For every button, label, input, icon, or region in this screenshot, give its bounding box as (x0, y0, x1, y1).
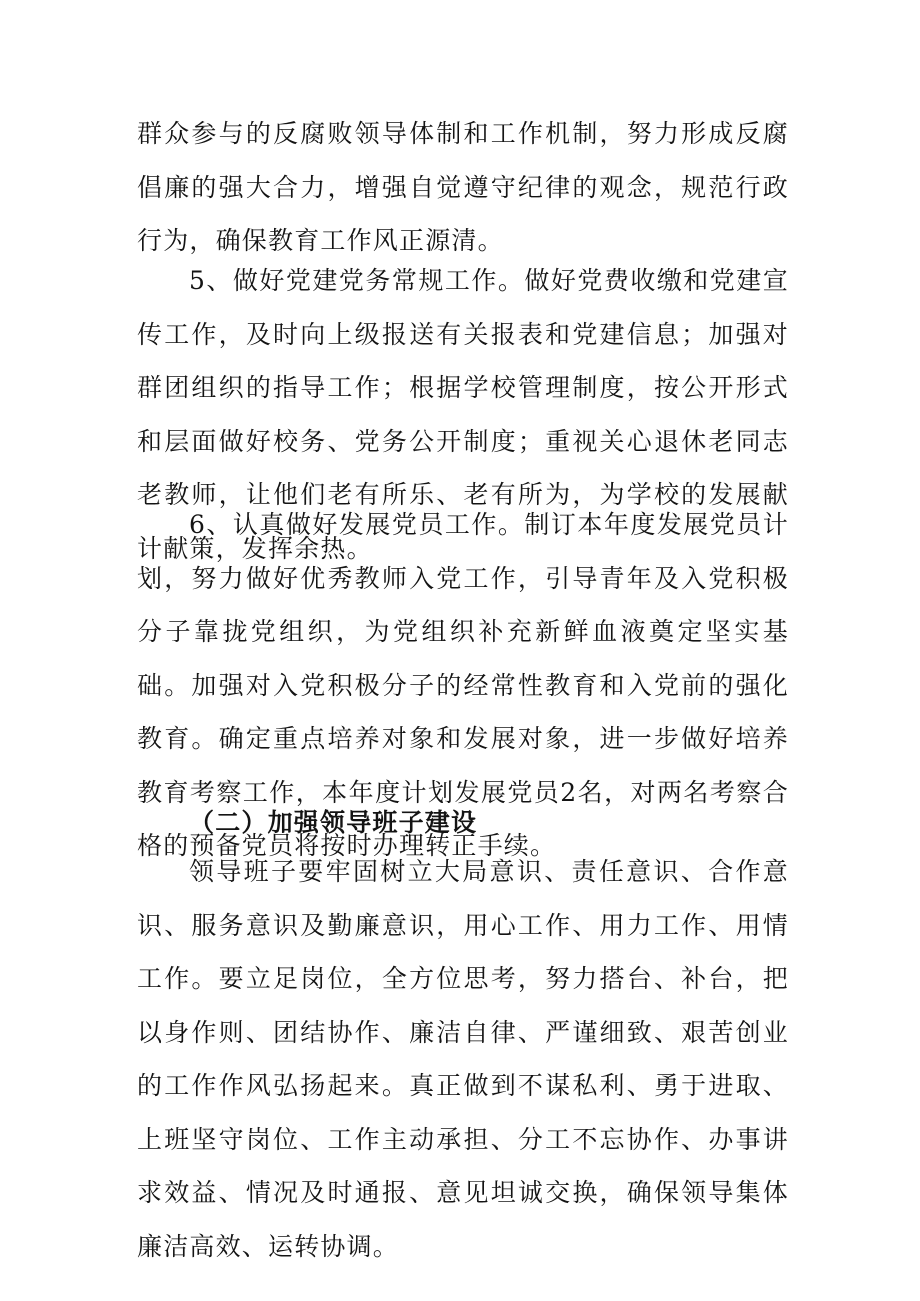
paragraph-leadership: 领导班子要牢固树立大局意识、责任意识、合作意识、服务意识及勤廉意识，用心工作、用力工作、用情工作。要立足岗位，全方位思考，努力搭台、补台，把以身作则、团结协作、廉洁自律、严谨细致、艰苦创业的工作作风弘扬起来。真正做到不谋私利、勇于进取、上班坚守岗位、工作主动承担、分工不忘协作、办事讲求效益、情况及时通报、意见坦诚交换，确保领导集体廉洁高效、运转协调。 (137, 857, 789, 1261)
section-heading: （二）加强领导班子建设 (189, 808, 478, 837)
paragraph-item-5: 5、做好党建党务常规工作。做好党费收缴和党建宣传工作，及时向上级报送有关报表和党建信息；加强对群团组织的指导工作；根据学校管理制度，按公开形式和层面做好校务、党务公开制度；重视关心退休老同志老教师，让他们老有所乐、老有所为，为学校的发展献计献策，发挥余热。 (137, 266, 789, 563)
paragraph-continuation: 群众参与的反腐败领导体制和工作机制，努力形成反腐倡廉的强大合力，增强自觉遵守纪律的观念，规范行政行为，确保教育工作风正源清。 (137, 119, 789, 255)
paragraph-item-6: 6、认真做好发展党员工作。制订本年度发展党员计划，努力做好优秀教师入党工作，引导青年及入党积极分子靠拢党组织，为党组织补充新鲜血液奠定坚实基础。加强对入党积极分子的经常性教育和入党前的强化教育。确定重点培养对象和发展对象，进一步做好培养教育考察工作，本年度计划发展党员2名，对两名考察合格的预备党员将按时办理转正手续。 (137, 510, 789, 860)
